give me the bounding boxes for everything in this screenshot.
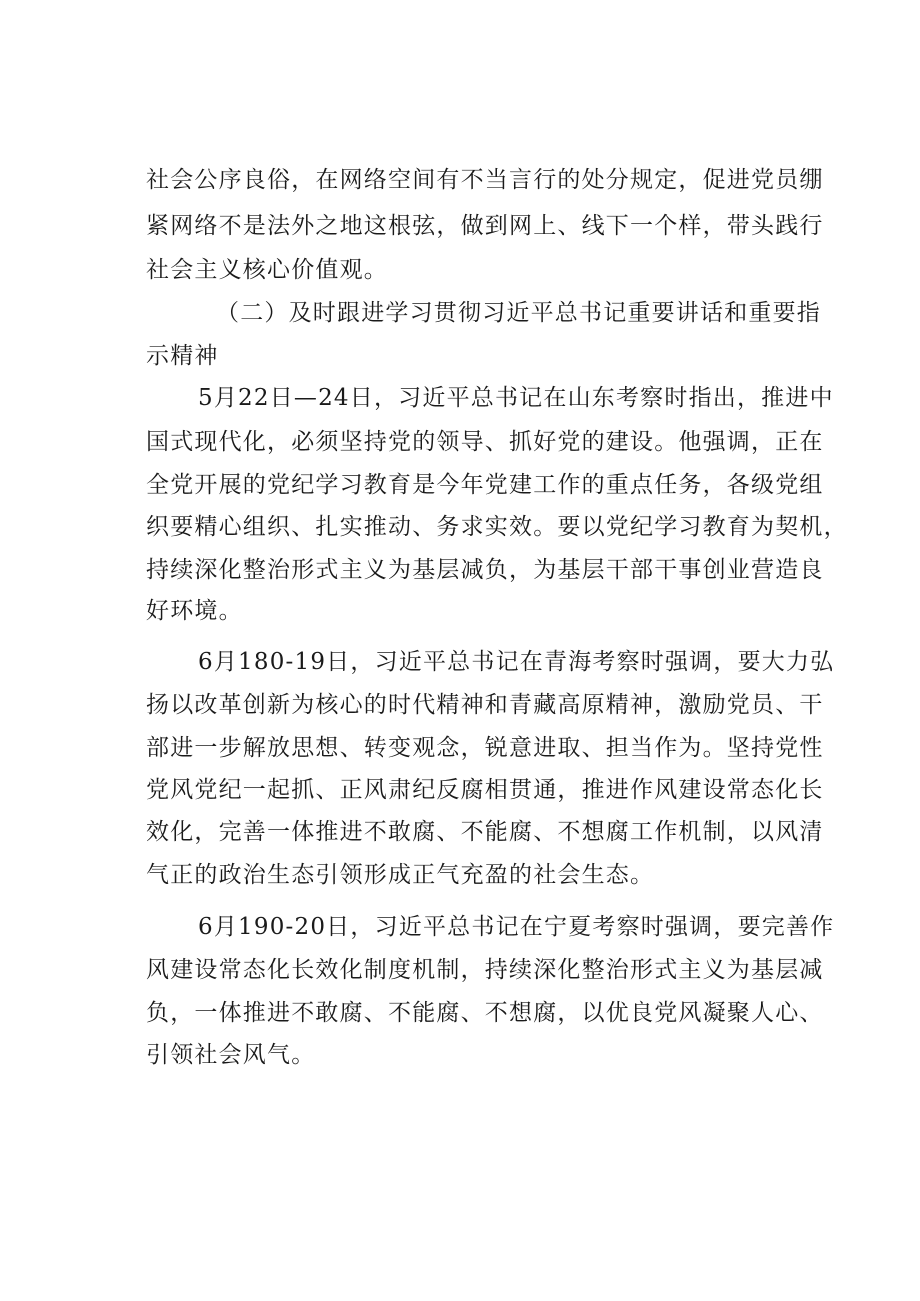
paragraph-line: 党风党纪一起抓、正风肃纪反腐相贯通，推进作风建设常态化长 <box>146 777 824 803</box>
section-heading-line: 示精神 <box>146 343 219 369</box>
paragraph-line: 织要精心组织、扎实推动、务求实效。要以党纪学习教育为契机， <box>146 514 848 540</box>
paragraph-line: 紧网络不是法外之地这根弦，做到网上、线下一个样，带头践行 <box>146 213 824 239</box>
paragraph-line: 负，一体推进不敢腐、不能腐、不想腐，以优良党风凝聚人心、 <box>146 1000 824 1026</box>
paragraph-line: 6月180-19日，习近平总书记在青海考察时强调，要大力弘 <box>198 649 835 675</box>
paragraph-line: 引领社会风气。 <box>146 1042 316 1068</box>
paragraph-line: 社会公序良俗，在网络空间有不当言行的处分规定，促进党员绷 <box>146 167 824 193</box>
paragraph-line: 好环境。 <box>146 598 243 624</box>
paragraph-line: 部进一步解放思想、转变观念，锐意进取、担当作为。坚持党性 <box>146 735 824 761</box>
paragraph-line: 扬以改革创新为核心的时代精神和青藏高原精神，激励党员、干 <box>146 692 824 718</box>
paragraph-line: 全党开展的党纪学习教育是今年党建工作的重点任务，各级党组 <box>146 472 824 498</box>
paragraph-line: 效化，完善一体推进不敢腐、不能腐、不想腐工作机制，以风清 <box>146 819 824 845</box>
section-heading-line: （二）及时跟进学习贯彻习近平总书记重要讲话和重要指 <box>216 300 821 326</box>
paragraph-line: 持续深化整治形式主义为基层减负，为基层干部干事创业营造良 <box>146 557 824 583</box>
paragraph-line: 5月22日—24日，习近平总书记在山东考察时指出，推进中 <box>198 385 834 411</box>
paragraph-line: 气正的政治生态引领形成正气充盈的社会生态。 <box>146 862 655 888</box>
paragraph-line: 社会主义核心价值观。 <box>146 257 388 283</box>
paragraph-line: 风建设常态化长效化制度机制，持续深化整治形式主义为基层减 <box>146 957 824 983</box>
paragraph-line: 6月190-20日，习近平总书记在宁夏考察时强调，要完善作 <box>198 914 835 940</box>
paragraph-line: 国式现代化，必须坚持党的领导、抓好党的建设。他强调，正在 <box>146 429 824 455</box>
